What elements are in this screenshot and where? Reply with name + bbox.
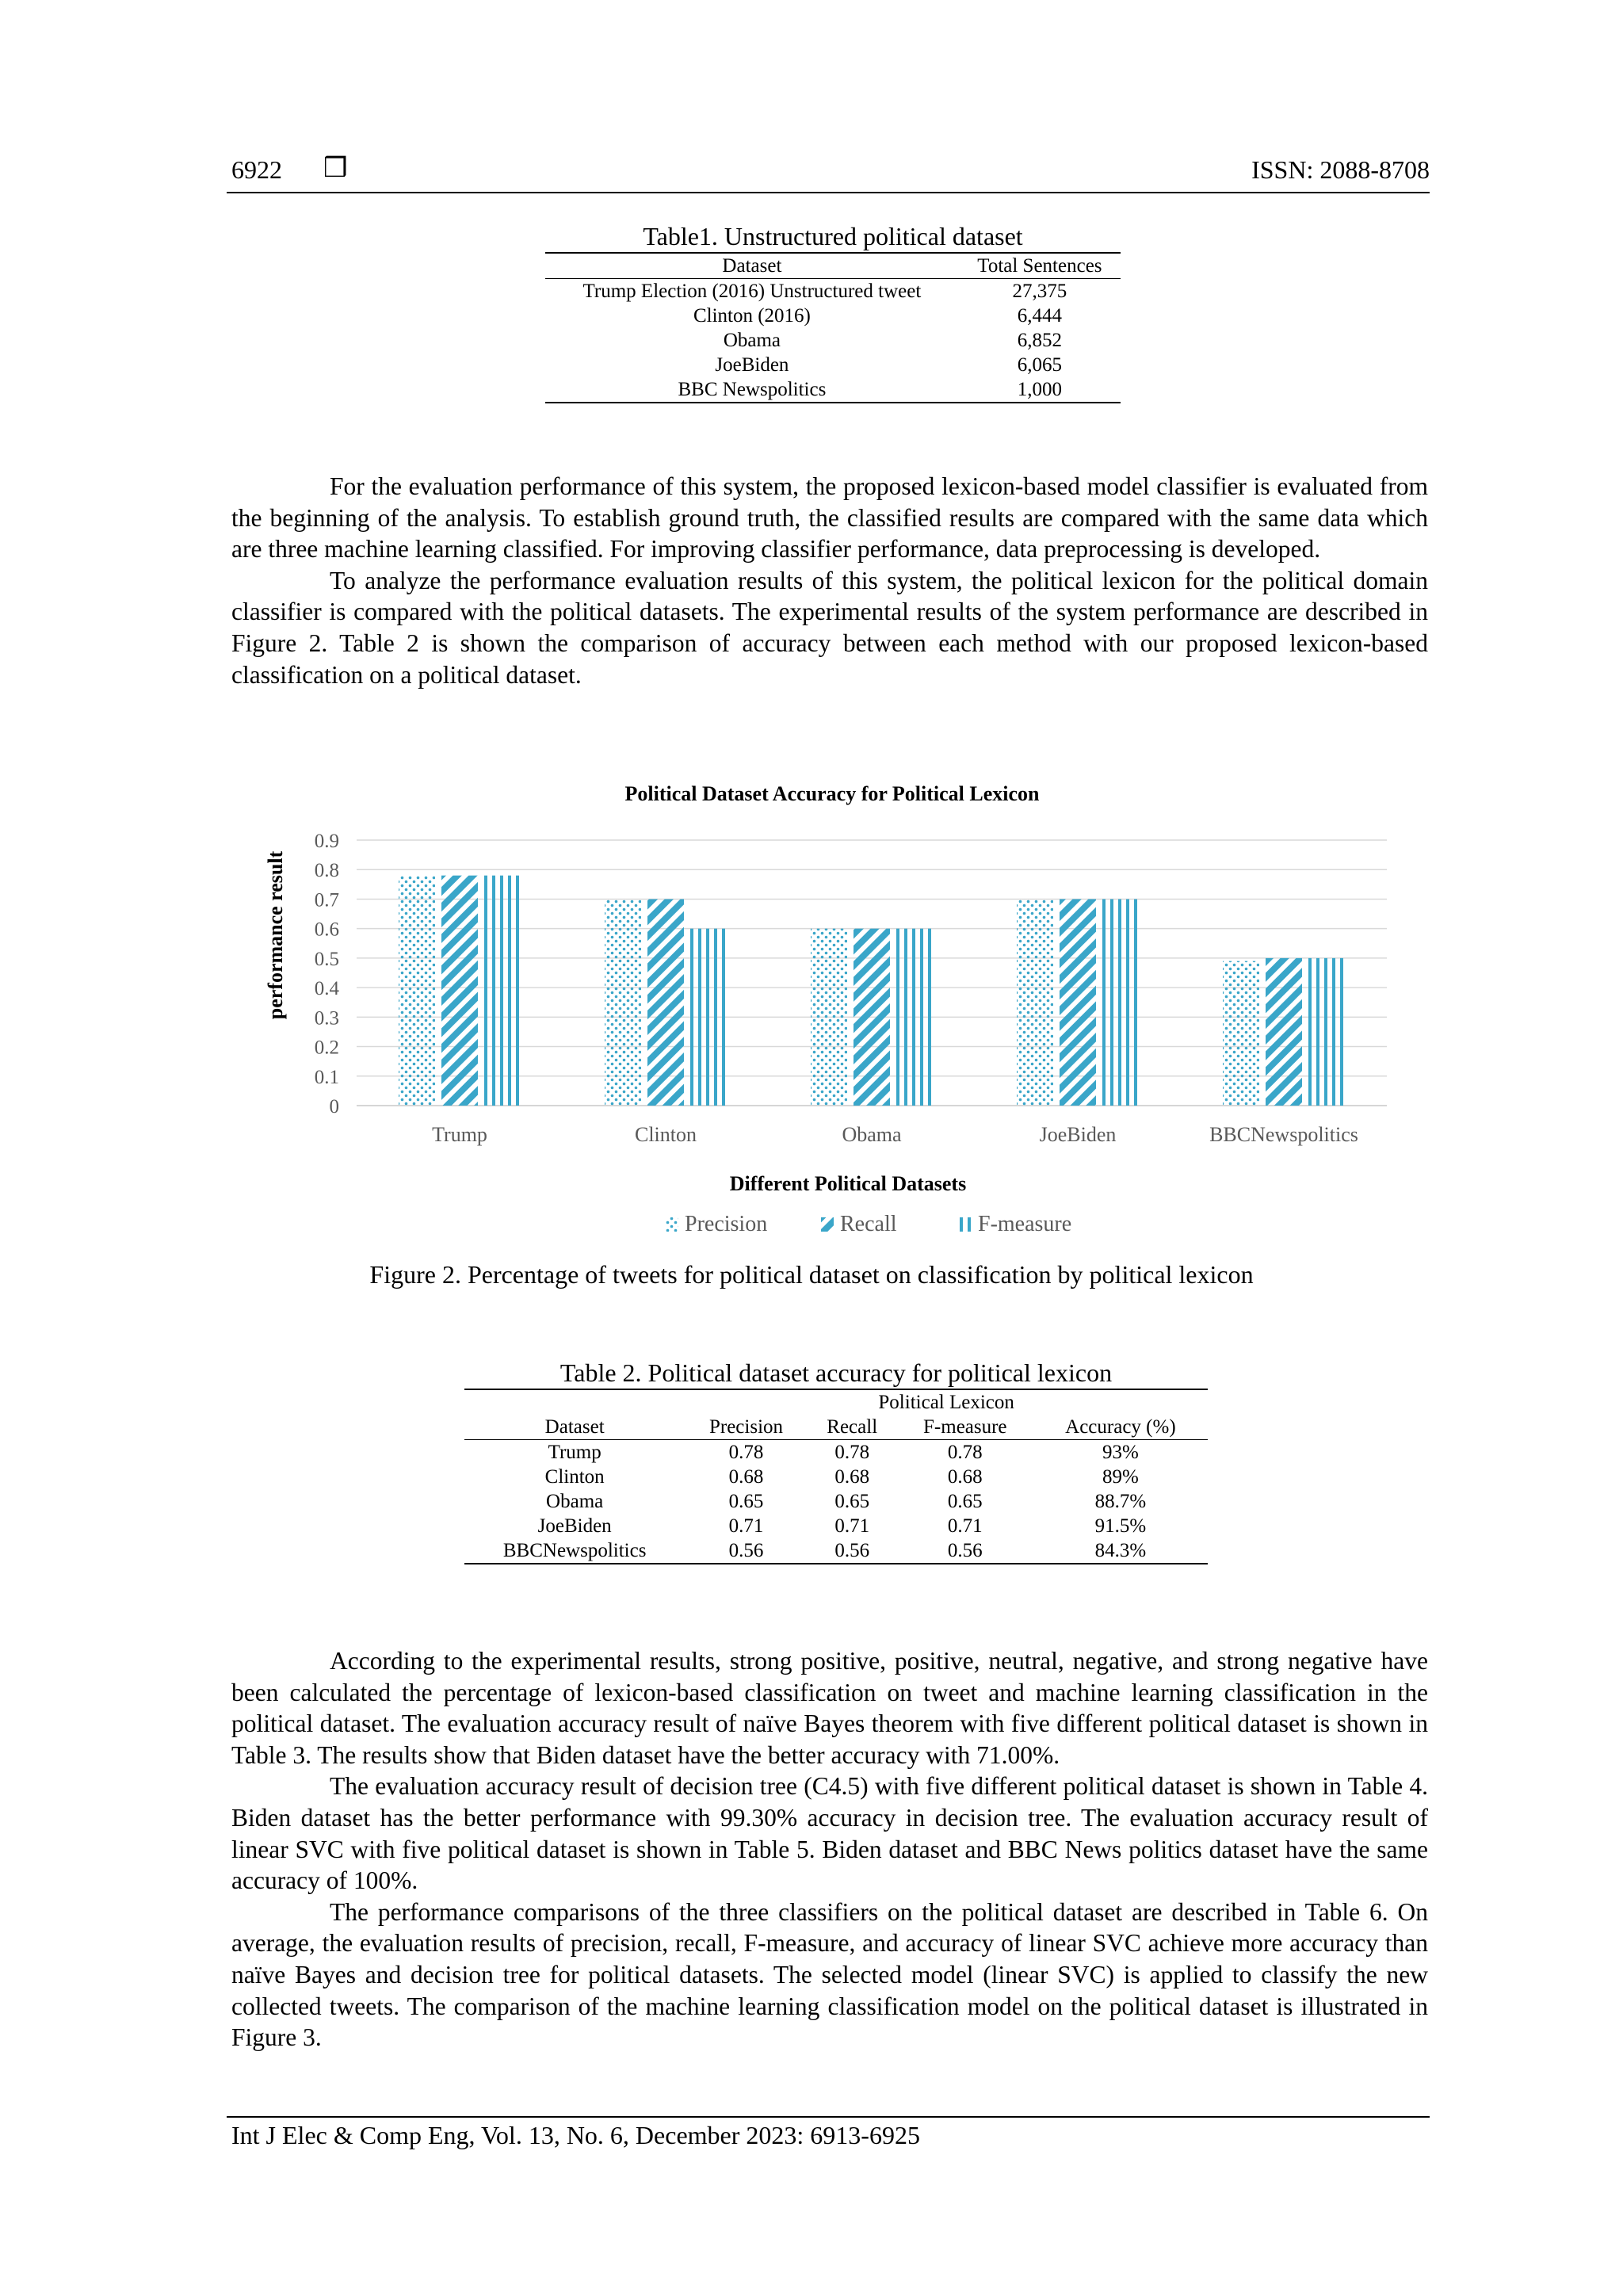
table2-col-precision: Precision (708, 1416, 784, 1438)
table2-group-header: Political Lexicon (878, 1392, 1014, 1413)
bar-recall-obama (854, 929, 890, 1106)
table-cell: 0.71 (728, 1515, 764, 1537)
table-cell: 93% (1102, 1442, 1139, 1463)
table-cell: JoeBiden (715, 354, 789, 376)
body-section-1 (231, 471, 1428, 690)
table-cell: BBCNewspolitics (502, 1540, 647, 1561)
table-row (464, 1465, 1208, 1489)
bar-recall-clinton (647, 899, 684, 1106)
footer-rule (227, 2116, 1430, 2118)
table2-col-accuracy: Accuracy (%) (1065, 1416, 1176, 1438)
y-tick-label: 0.4 (314, 978, 339, 1000)
table-cell: 0.65 (834, 1491, 870, 1512)
table2-col-fmeasure: F-measure (923, 1416, 1007, 1438)
table-row (464, 1489, 1208, 1514)
table-row (464, 1538, 1208, 1564)
table-cell: 91.5% (1094, 1515, 1147, 1537)
bar-recall-joebiden (1060, 899, 1096, 1106)
bar-f-measure-joebiden (1102, 899, 1139, 1106)
table1-col-dataset: Dataset (722, 255, 782, 277)
x-tick-label: Trump (432, 1123, 487, 1146)
table-cell: 0.71 (834, 1515, 870, 1537)
y-tick-label: 0.9 (314, 831, 339, 852)
chart-bars (399, 876, 1345, 1106)
bar-precision-joebiden (1017, 899, 1053, 1106)
table-cell: 0.68 (834, 1466, 870, 1488)
legend-label: F-measure (978, 1212, 1072, 1236)
page-number: 6922 (231, 155, 282, 184)
figure2-caption: Figure 2. Percentage of tweets for political dataset on classification by political lexicon (369, 1260, 1254, 1289)
table1 (545, 220, 1121, 403)
table-cell: 6,065 (1017, 354, 1063, 376)
paragraph: The evaluation accuracy result of decision tree (C4.5) with five different political dataset is shown in Table 4. Biden dataset has the better performance with 99.30% accuracy in decision tree. The evaluation accuracy result of linear SVC with five political dataset is shown in Table 5. Biden dataset and BBC News politics dataset have the same accuracy of 100%. (231, 1772, 1428, 1895)
table-cell: 0.78 (728, 1442, 764, 1463)
x-tick-label: Obama (842, 1123, 902, 1146)
bar-f-measure-bbcnewspolitics (1308, 958, 1345, 1106)
chart-legend (666, 1212, 1071, 1236)
x-axis-label: Different Political Datasets (729, 1172, 967, 1195)
y-tick-label: 0.2 (314, 1037, 339, 1059)
table2-caption: Table 2. Political dataset accuracy for political lexicon (559, 1358, 1113, 1387)
body-section-2 (231, 1645, 1428, 2053)
table-row (545, 304, 1121, 328)
bar-recall-bbcnewspolitics (1266, 958, 1302, 1106)
table1-caption: Table1. Unstructured political dataset (643, 222, 1023, 250)
table1-col-total: Total Sentences (977, 255, 1102, 277)
footer-citation: Int J Elec & Comp Eng, Vol. 13, No. 6, December 2023: 6913-6925 (231, 2121, 920, 2149)
bar-precision-trump (399, 876, 435, 1106)
y-tick-label: 0.7 (314, 889, 339, 911)
y-tick-label: 0 (329, 1096, 339, 1117)
table-cell: 0.68 (728, 1466, 764, 1488)
bar-precision-bbcnewspolitics (1223, 961, 1259, 1106)
y-axis-label: performance result (264, 850, 287, 1020)
y-tick-label: 0.1 (314, 1066, 339, 1088)
x-axis-ticks (432, 1123, 1358, 1146)
table-cell: Trump (548, 1442, 601, 1463)
table-row (545, 377, 1121, 403)
table-row (545, 328, 1121, 353)
y-axis-ticks (315, 831, 340, 1117)
table-cell: 89% (1102, 1466, 1139, 1488)
table-cell: Trump Election (2016) Unstructured tweet (582, 281, 922, 302)
y-tick-label: 0.5 (314, 948, 339, 970)
legend-swatch (821, 1217, 834, 1232)
header-rule (227, 192, 1430, 193)
bar-recall-trump (441, 876, 478, 1106)
legend-label: Recall (840, 1212, 897, 1236)
x-tick-label: BBCNewspolitics (1209, 1123, 1358, 1146)
box-icon: ❒ (323, 154, 348, 183)
table-row (545, 279, 1121, 304)
table-cell: 0.65 (728, 1491, 764, 1512)
table-cell: 0.56 (834, 1540, 870, 1561)
chart-title: Political Dataset Accuracy for Political Lexicon (624, 782, 1040, 805)
table-cell: Clinton (544, 1466, 605, 1488)
bar-precision-clinton (605, 899, 641, 1106)
table-cell: 27,375 (1012, 281, 1067, 302)
table-cell: 1,000 (1017, 379, 1063, 400)
paragraph: The performance comparisons of the three classifiers on the political dataset are described in Table 6. On average, the evaluation results of precision, recall, F-measure, and accuracy of linear SVC achieve more accuracy than naïve Bayes and decision tree for political datasets. The selected model (linear SVC) is applied to classify the new collected tweets. The comparison of the machine learning classification model on the political dataset is illustrated in Figure 3. (231, 1897, 1428, 2052)
table-cell: Obama (546, 1491, 604, 1512)
table-cell: 0.78 (947, 1442, 983, 1463)
paragraph: To analyze the performance evaluation results of this system, the political lexicon for the political domain classifier is compared with the political datasets. The experimental results of the system performance are described in Figure 2. Table 2 is shown the comparison of accuracy between each method with our proposed lexicon-based classification on a political dataset. (231, 566, 1428, 689)
table-cell: 0.68 (947, 1466, 983, 1488)
table2 (464, 1357, 1208, 1564)
table-cell: 0.56 (728, 1540, 764, 1561)
bar-f-measure-obama (896, 929, 933, 1106)
table-cell: 0.78 (834, 1442, 870, 1463)
table1-grid (545, 252, 1121, 403)
bar-precision-obama (811, 929, 847, 1106)
table-cell: 6,444 (1017, 305, 1063, 327)
legend-label: Precision (685, 1212, 768, 1236)
paragraph: For the evaluation performance of this system, the proposed lexicon-based model classifier is evaluated from the beginning of the analysis. To establish ground truth, the classified results are compared with the same data which are three machine learning classified. For improving classifier performance, data preprocessing is developed. (231, 472, 1428, 563)
x-tick-label: JoeBiden (1039, 1123, 1117, 1146)
y-tick-label: 0.3 (314, 1007, 339, 1030)
x-tick-label: Clinton (634, 1123, 697, 1146)
table-cell: Obama (723, 330, 781, 351)
bar-f-measure-trump (484, 876, 521, 1106)
table-row (464, 1440, 1208, 1465)
bar-f-measure-clinton (690, 929, 727, 1106)
table-row (545, 353, 1121, 377)
table-cell: 6,852 (1017, 330, 1063, 351)
table-cell: 0.71 (947, 1515, 983, 1537)
y-tick-label: 0.8 (314, 860, 339, 882)
table2-col-dataset: Dataset (544, 1416, 605, 1438)
table-row (464, 1514, 1208, 1538)
accuracy-bar-chart (254, 777, 1411, 1244)
legend-swatch (666, 1217, 678, 1232)
legend-swatch (959, 1217, 972, 1232)
table2-grid (464, 1389, 1208, 1564)
table2-col-recall: Recall (827, 1416, 878, 1438)
table-cell: 0.65 (947, 1491, 983, 1512)
issn: ISSN: 2088-8708 (1251, 155, 1430, 184)
paragraph: According to the experimental results, strong positive, positive, neutral, negative, and strong negative have been calculated the percentage of lexicon-based classification on tweet and machine learning classification in the political dataset. The evaluation accuracy result of naïve Bayes theorem with five different political dataset is shown in Table 3. The results show that Biden dataset have the better accuracy with 71.00%. (231, 1647, 1428, 1769)
table-cell: Clinton (2016) (693, 305, 811, 327)
table-cell: 0.56 (947, 1540, 983, 1561)
y-tick-label: 0.6 (314, 919, 339, 941)
table-cell: BBC Newspolitics (678, 379, 827, 400)
table-cell: 88.7% (1094, 1491, 1147, 1512)
table-cell: 84.3% (1094, 1540, 1147, 1561)
table-cell: JoeBiden (537, 1515, 612, 1537)
